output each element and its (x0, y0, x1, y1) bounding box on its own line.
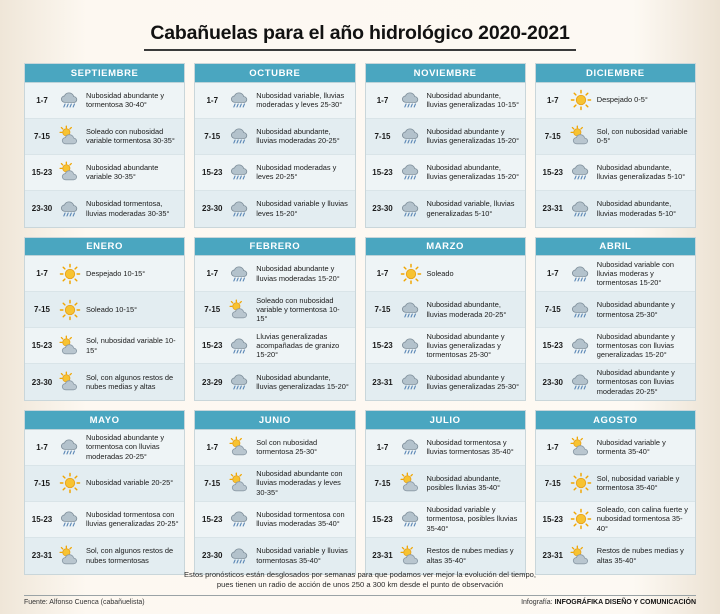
forecast-days: 7-15 (204, 305, 221, 314)
month-card-title: FEBRERO (195, 238, 354, 257)
rain-cloud-icon (226, 545, 254, 567)
rain-cloud-icon (567, 371, 595, 393)
forecast-text: Soleado con nubosidad variable tormentosa 30-35° (86, 126, 175, 145)
forecast-text: Nubosidad abundante y lluvias moderadas 15-20° (256, 264, 340, 283)
forecast-row (25, 191, 184, 227)
forecast-text: Nubosidad variable y tormentosa, posibles lluvias 35-40° (426, 505, 518, 533)
forecast-days: 23-31 (372, 551, 393, 560)
month-card-abril (535, 237, 696, 402)
forecast-row (366, 292, 525, 328)
forecast-row (195, 292, 354, 328)
forecast-row (366, 83, 525, 119)
rain-cloud-icon (567, 263, 595, 285)
month-card-title: DICIEMBRE (536, 64, 695, 83)
forecast-row (25, 155, 184, 191)
rain-cloud-icon (397, 89, 425, 111)
forecast-days: 7-15 (33, 131, 50, 141)
forecast-days: 23-30 (31, 377, 53, 387)
rain-cloud-icon (567, 299, 595, 321)
forecast-days: 1-7 (546, 442, 559, 452)
forecast-days: 1-7 (206, 95, 219, 105)
forecast-row (366, 328, 525, 364)
month-card-enero (24, 237, 185, 402)
sun-cloud-icon (56, 371, 84, 393)
forecast-row (195, 364, 354, 400)
forecast-days: 23-31 (542, 551, 563, 560)
forecast-text: Restos de nubes medias y altas 35-40° (426, 546, 514, 565)
forecast-text: Nubosidad tormentosa, lluvias moderadas 30-35° (86, 199, 170, 218)
forecast-text: Sol, nubosidad variable 10-15° (86, 336, 176, 355)
months-row (24, 410, 696, 575)
forecast-text: Nubosidad abundante y lluvias generalizadas 15-20° (426, 126, 520, 145)
forecast-row (25, 328, 184, 364)
rain-cloud-icon (397, 198, 425, 220)
forecast-row (536, 502, 695, 538)
month-card-julio (365, 410, 526, 575)
sun-cloud-icon (567, 125, 595, 147)
forecast-days: 15-23 (372, 167, 393, 177)
month-card-diciembre (535, 63, 696, 228)
month-entries (25, 83, 184, 227)
forecast-text: Nubosidad variable y tormenta 35-40° (596, 437, 666, 456)
sun-cloud-icon (56, 125, 84, 147)
month-card-junio (194, 410, 355, 575)
footer-note (0, 566, 720, 591)
forecast-days: 7-15 (374, 305, 391, 314)
forecast-text: Nubosidad abundante y tormentosa 25-30° (596, 300, 675, 319)
forecast-text: Nubosidad tormentosa con lluvias moderadas 35-40° (256, 509, 345, 528)
forecast-text: Sol, con algunos restos de nubes medias y altas (86, 372, 174, 391)
rain-cloud-icon (567, 198, 595, 220)
forecast-row (536, 430, 695, 466)
forecast-text: Nubosidad abundante, lluvias moderada 20-25° (426, 300, 507, 319)
forecast-days: 1-7 (206, 269, 219, 278)
forecast-row (195, 466, 354, 502)
forecast-text: Nubosidad variable, lluvias moderadas y leves 25-30° (256, 90, 345, 109)
forecast-days: 7-15 (204, 131, 221, 141)
forecast-row (195, 83, 354, 119)
forecast-text: Nubosidad abundante y lluvias generalizadas 25-30° (426, 372, 520, 391)
forecast-text: Sol, con algunos restos de nubes tormentosas (86, 546, 174, 565)
sun-cloud-icon (226, 299, 254, 321)
footer-credit (521, 599, 696, 606)
forecast-days: 1-7 (36, 442, 48, 452)
forecast-text: Nubosidad abundante con lluvias moderadas y leves 30-35° (256, 469, 343, 497)
forecast-text: Nubosidad moderadas y leves 20-25° (256, 162, 337, 181)
forecast-days: 23-30 (202, 204, 223, 213)
forecast-row (366, 364, 525, 400)
rain-cloud-icon (397, 299, 425, 321)
forecast-days: 15-23 (372, 514, 393, 524)
month-card-title: ABRIL (536, 238, 695, 257)
forecast-days: 7-15 (374, 131, 391, 141)
forecast-days: 7-15 (544, 305, 561, 314)
sun-icon (567, 472, 595, 494)
forecast-row (536, 292, 695, 328)
rain-cloud-icon (226, 161, 254, 183)
rain-cloud-icon (56, 508, 84, 530)
forecast-days: 1-7 (36, 95, 48, 105)
rain-cloud-icon (397, 125, 425, 147)
forecast-text: Nubosidad variable, lluvias generalizadas 5-10° (426, 199, 515, 218)
forecast-row (536, 256, 695, 292)
footer-note-line-1: Estos pronósticos están desglosados por semanas para que podamos ver mejor la evolución del tiempo, (183, 570, 537, 579)
forecast-days: 1-7 (206, 442, 219, 452)
rain-cloud-icon (567, 161, 595, 183)
forecast-row (195, 256, 354, 292)
rain-cloud-icon (226, 89, 254, 111)
forecast-text: Nubosidad abundante, lluvias generalizadas 10-15° (426, 90, 520, 109)
forecast-days: 7-15 (204, 478, 221, 488)
forecast-text: Nubosidad abundante, lluvias generalizadas 15-20° (426, 162, 520, 181)
forecast-text: Soleado (426, 268, 454, 278)
months-row (24, 63, 696, 228)
forecast-days: 1-7 (546, 269, 559, 278)
forecast-row (195, 155, 354, 191)
forecast-days: 23-30 (542, 377, 563, 387)
rain-cloud-icon (226, 335, 254, 357)
forecast-row (195, 119, 354, 155)
forecast-text: Soleado 10-15° (86, 304, 138, 314)
month-card-title: JUNIO (195, 411, 354, 430)
sun-cloud-icon (56, 161, 84, 183)
forecast-text: Soleado con nubosidad variable y tormentosa 10-15° (256, 295, 340, 324)
month-card-octubre (194, 63, 355, 228)
forecast-text: Sol, con nubosidad variable 0-5° (596, 126, 688, 145)
forecast-text: Nubosidad variable y lluvias tormentosas 35-40° (256, 546, 348, 565)
rain-cloud-icon (226, 125, 254, 147)
forecast-days: 15-23 (372, 341, 393, 350)
sun-cloud-icon (567, 545, 595, 567)
forecast-days: 15-23 (542, 341, 563, 350)
forecast-text: Nubosidad abundante variable 30-35° (86, 162, 159, 181)
forecast-text: Despejado 0-5° (596, 95, 648, 105)
rain-cloud-icon (56, 198, 84, 220)
forecast-row (536, 119, 695, 155)
forecast-days: 1-7 (376, 95, 389, 105)
rain-cloud-icon (397, 508, 425, 530)
month-card-noviembre (365, 63, 526, 228)
month-card-title: MARZO (366, 238, 525, 257)
month-card-title: SEPTIEMBRE (25, 64, 184, 83)
sun-cloud-icon (397, 472, 425, 494)
forecast-days: 1-7 (36, 269, 48, 278)
month-card-title: AGOSTO (536, 411, 695, 430)
forecast-row (25, 256, 184, 292)
forecast-row (536, 83, 695, 119)
month-card-febrero (194, 237, 355, 402)
month-card-title: ENERO (25, 238, 184, 257)
forecast-text: Nubosidad abundante y tormentosa 30-40° (86, 90, 165, 109)
sun-cloud-icon (226, 472, 254, 494)
rain-cloud-icon (56, 89, 84, 111)
forecast-row (25, 466, 184, 502)
month-entries (366, 83, 525, 227)
forecast-days: 7-15 (374, 478, 391, 488)
forecast-days: 7-15 (33, 305, 50, 314)
month-entries (366, 256, 525, 400)
rain-cloud-icon (567, 335, 595, 357)
sun-cloud-icon (226, 436, 254, 458)
forecast-days: 15-23 (202, 341, 223, 350)
forecast-text: Nubosidad tormentosa y lluvias tormentosas 35-40° (426, 437, 514, 456)
forecast-text: Nubosidad abundante, lluvias generalizadas 5-10° (596, 162, 686, 181)
sun-cloud-icon (56, 335, 84, 357)
forecast-days: 23-30 (372, 204, 393, 213)
forecast-text: Nubosidad abundante y tormentosas con lluvias moderadas 20-25° (596, 368, 675, 396)
footer-bottom (24, 596, 696, 606)
forecast-row (536, 191, 695, 227)
month-card-title: OCTUBRE (195, 64, 354, 83)
forecast-row (366, 430, 525, 466)
forecast-days: 15-23 (31, 514, 53, 524)
forecast-days: 7-15 (33, 478, 50, 488)
forecast-row (195, 430, 354, 466)
forecast-text: Nubosidad variable con lluvias moderas y tormentosas 15-20° (596, 259, 674, 288)
rain-cloud-icon (226, 263, 254, 285)
forecast-row (536, 364, 695, 400)
month-card-marzo (365, 237, 526, 402)
page-title-container (0, 0, 720, 51)
month-entries (536, 430, 695, 574)
forecast-row (195, 502, 354, 538)
month-card-title: MAYO (25, 411, 184, 430)
forecast-row (366, 502, 525, 538)
forecast-row (536, 466, 695, 502)
month-entries (536, 83, 695, 227)
forecast-row (366, 256, 525, 292)
forecast-text: Nubosidad abundante y lluvias generalizadas y tormentosas 25-30° (426, 331, 505, 360)
rain-cloud-icon (226, 371, 254, 393)
sun-icon (56, 263, 84, 285)
forecast-days: 7-15 (544, 131, 561, 141)
month-card-septiembre (24, 63, 185, 228)
month-entries (25, 256, 184, 400)
month-entries (366, 430, 525, 574)
footer (0, 566, 720, 614)
forecast-text: Nubosidad abundante, lluvias moderadas 20-25° (256, 126, 340, 145)
forecast-text: Nubosidad abundante, lluvias moderadas 5-10° (596, 199, 677, 218)
forecast-text: Soleado, con calina fuerte y nubosidad tormentosa 35-40° (596, 505, 688, 533)
sun-icon (56, 299, 84, 321)
forecast-text: Nubosidad variable 20-25° (86, 478, 174, 488)
forecast-days: 7-15 (544, 478, 561, 488)
month-card-mayo (24, 410, 185, 575)
forecast-row (366, 119, 525, 155)
rain-cloud-icon (397, 371, 425, 393)
forecast-row (25, 364, 184, 400)
month-entries (536, 256, 695, 400)
forecast-days: 15-23 (31, 167, 53, 177)
sun-cloud-icon (397, 545, 425, 567)
forecast-days: 15-23 (202, 167, 223, 177)
forecast-row (536, 155, 695, 191)
forecast-days: 15-23 (542, 514, 563, 524)
forecast-days: 15-23 (31, 341, 53, 350)
forecast-days: 15-23 (542, 167, 563, 177)
sun-cloud-icon (567, 436, 595, 458)
rain-cloud-icon (56, 436, 84, 458)
forecast-text: Nubosidad tormentosa con lluvias generalizadas 20-25° (86, 509, 179, 528)
forecast-days: 23-30 (202, 551, 223, 560)
rain-cloud-icon (226, 508, 254, 530)
forecast-row (366, 466, 525, 502)
footer-credit-label: Infografía: (521, 598, 553, 606)
sun-icon (397, 263, 425, 285)
forecast-text: Nubosidad abundante, lluvias generalizadas 15-20° (256, 372, 349, 391)
month-entries (195, 83, 354, 227)
rain-cloud-icon (397, 436, 425, 458)
forecast-text: Sol con nubosidad tormentosa 25-30° (256, 437, 318, 456)
month-card-title: JULIO (366, 411, 525, 430)
forecast-days: 23-30 (31, 204, 53, 213)
rain-cloud-icon (226, 198, 254, 220)
forecast-days: 15-23 (202, 514, 223, 524)
footer-credit-name: INFOGRÁFIKA DISEÑO Y COMUNICACIÓN (554, 598, 696, 606)
forecast-days: 23-31 (542, 204, 563, 213)
forecast-days: 23-31 (372, 377, 393, 387)
forecast-row (195, 191, 354, 227)
footer-source: Fuente: Alfonso Cuenca (cabañuelista) (24, 598, 145, 606)
forecast-text: Lluvias generalizadas acompañadas de granizo 15-20° (256, 331, 340, 360)
forecast-text: Nubosidad abundante y tormentosa con lluvias moderadas 20-25° (86, 433, 165, 461)
months-grid (24, 63, 696, 575)
forecast-row (366, 191, 525, 227)
forecast-row (25, 119, 184, 155)
month-entries (195, 256, 354, 400)
sun-icon (56, 472, 84, 494)
page-title: Cabañuelas para el año hidrológico 2020-2021 (144, 22, 575, 51)
rain-cloud-icon (397, 161, 425, 183)
forecast-row (366, 155, 525, 191)
forecast-row (195, 328, 354, 364)
month-card-title: NOVIEMBRE (366, 64, 525, 83)
forecast-row (25, 83, 184, 119)
forecast-days: 23-29 (202, 377, 223, 387)
month-entries (25, 430, 184, 574)
forecast-days: 1-7 (376, 442, 389, 452)
sun-icon (567, 508, 595, 530)
month-entries (195, 430, 354, 574)
forecast-text: Restos de nubes medias y altas 35-40° (596, 546, 684, 565)
forecast-row (25, 430, 184, 466)
forecast-days: 1-7 (376, 269, 389, 278)
forecast-text: Nubosidad abundante y tormentosas con lluvias generalizadas 15-20° (596, 331, 675, 360)
forecast-text: Despejado 10-15° (86, 268, 146, 278)
forecast-row (536, 328, 695, 364)
forecast-text: Sol, nubosidad variable y tormentosa 35-40° (596, 473, 680, 492)
rain-cloud-icon (397, 335, 425, 357)
forecast-days: 1-7 (546, 95, 559, 105)
footer-note-line-2: pues tienen un radio de acción de unos 250 a 300 km desde el punto de observación (216, 580, 504, 590)
forecast-row (25, 502, 184, 538)
forecast-row (25, 292, 184, 328)
sun-cloud-icon (56, 545, 84, 567)
month-card-agosto (535, 410, 696, 575)
forecast-text: Nubosidad abundante, posibles lluvias 35-40° (426, 473, 501, 492)
sun-icon (567, 89, 595, 111)
forecast-text: Nubosidad variable y lluvias leves 15-20° (256, 199, 348, 218)
forecast-days: 23-31 (31, 551, 53, 560)
months-row (24, 237, 696, 402)
